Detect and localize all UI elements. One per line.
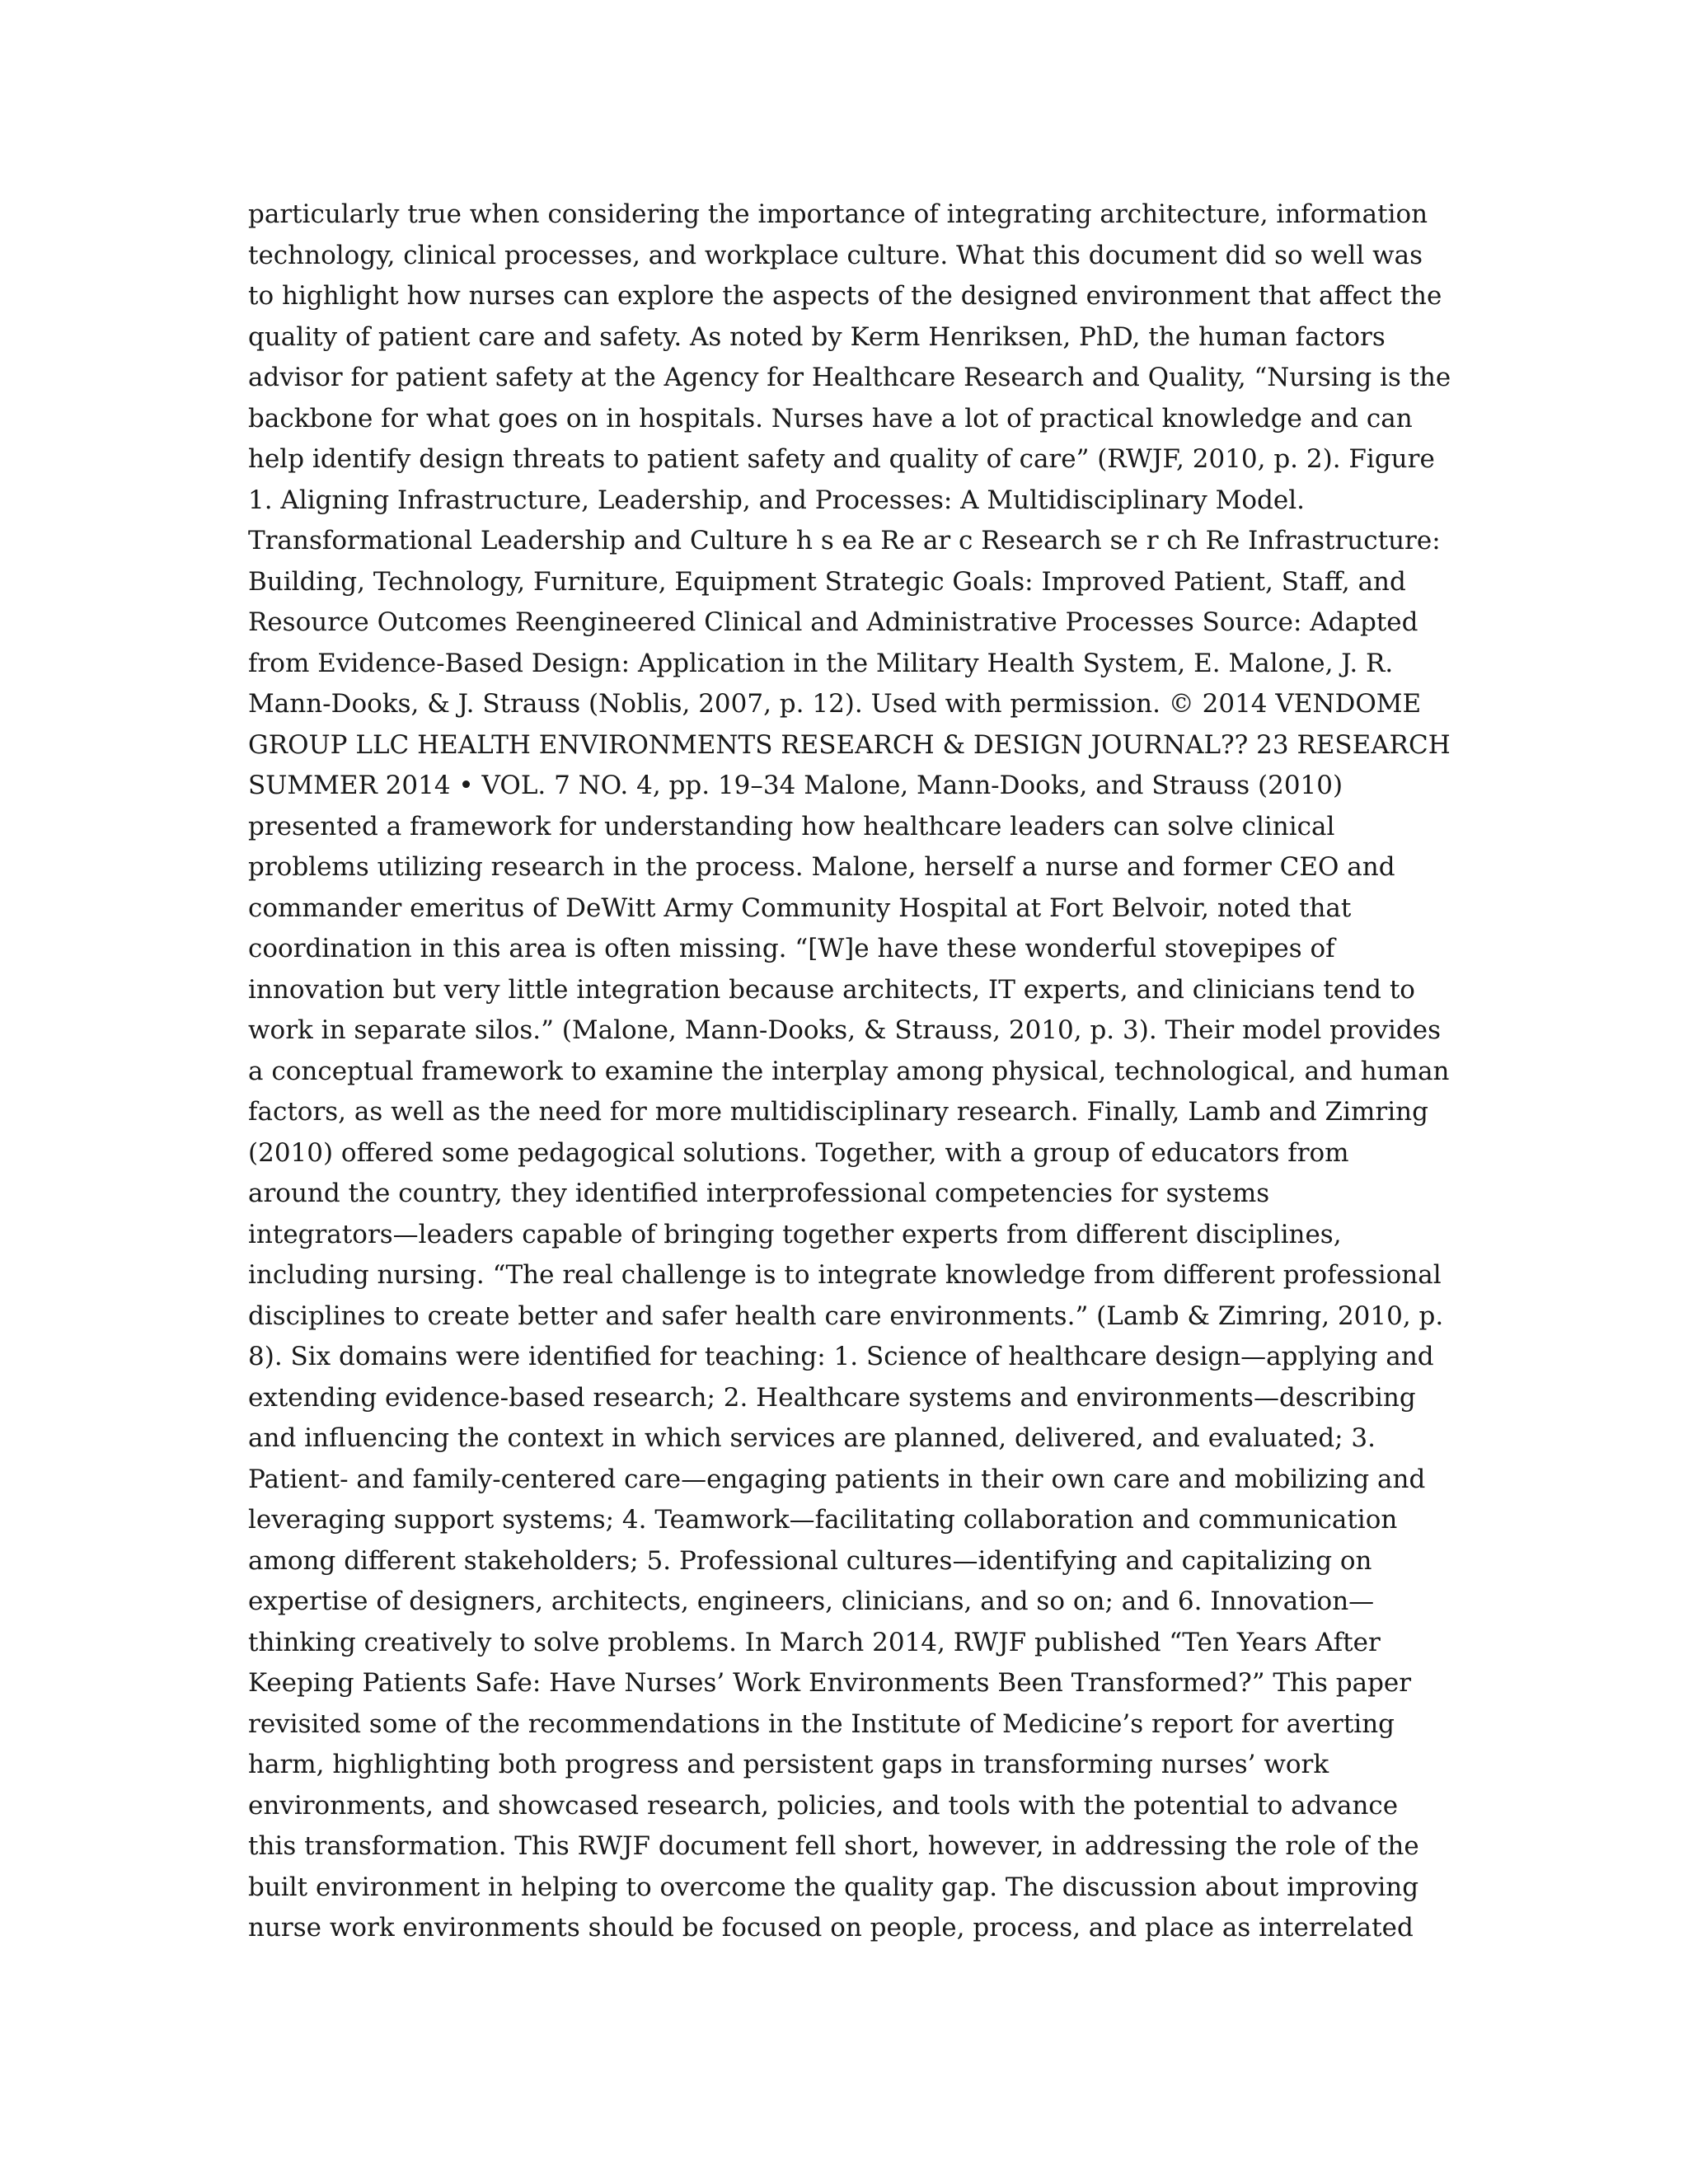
- text-line: including nursing. “The real challenge is to integrate knowledge from different professional: [248, 1260, 1442, 1290]
- text-line: nurse work environments should be focused on people, process, and place as interrelated: [248, 1913, 1414, 1943]
- text-line: technology, clinical processes, and workplace culture. What this document did so well was: [248, 240, 1423, 270]
- text-line: this transformation. This RWJF document fell short, however, in addressing the role of the: [248, 1831, 1419, 1861]
- text-line: presented a framework for understanding how healthcare leaders can solve clinical: [248, 811, 1335, 841]
- text-line: from Evidence-Based Design: Application in the Military Health System, E. Malone, J. R.: [248, 648, 1394, 678]
- text-line: (2010) offered some pedagogical solutions. Together, with a group of educators from: [248, 1137, 1349, 1168]
- text-line: and influencing the context in which services are planned, delivered, and evaluated; 3.: [248, 1423, 1376, 1453]
- text-line: revisited some of the recommendations in the Institute of Medicine’s report for averting: [248, 1708, 1395, 1739]
- text-line: factors, as well as the need for more multidisciplinary research. Finally, Lamb and Zimring: [248, 1097, 1428, 1127]
- text-line: problems utilizing research in the process. Malone, herself a nurse and former CEO and: [248, 852, 1395, 882]
- text-line: Patient- and family-centered care—engaging patients in their own care and mobilizing and: [248, 1464, 1426, 1494]
- text-line: work in separate silos.” (Malone, Mann-Dooks, & Strauss, 2010, p. 3). Their model provides: [248, 1015, 1441, 1045]
- text-line: among different stakeholders; 5. Professional cultures—identifying and capitalizing on: [248, 1545, 1372, 1576]
- text-line: environments, and showcased research, policies, and tools with the potential to advance: [248, 1790, 1399, 1821]
- text-line: around the country, they identified interprofessional competencies for systems: [248, 1179, 1270, 1208]
- text-line: integrators—leaders capable of bringing together experts from different disciplines,: [248, 1219, 1342, 1249]
- text-line: a conceptual framework to examine the interplay among physical, technological, and human: [248, 1056, 1450, 1086]
- text-line: harm, highlighting both progress and persistent gaps in transforming nurses’ work: [248, 1750, 1329, 1779]
- text-line: disciplines to create better and safer health care environments.” (Lamb & Zimring, 2010, p.: [248, 1301, 1444, 1331]
- text-line: help identify design threats to patient safety and quality of care” (RWJF, 2010, p. 2). Figure: [248, 444, 1435, 474]
- text-line: extending evidence-based research; 2. Healthcare systems and environments—describing: [248, 1382, 1416, 1413]
- text-line: SUMMER 2014 • VOL. 7 NO. 4, pp. 19–34 Malone, Mann-Dooks, and Strauss (2010): [248, 771, 1343, 800]
- text-line: 8). Six domains were identified for teaching: 1. Science of healthcare design—applying and: [248, 1342, 1434, 1371]
- text-line: quality of patient care and safety. As noted by Kerm Henriksen, PhD, the human factors: [248, 321, 1386, 352]
- text-line: 1. Aligning Infrastructure, Leadership, and Processes: A Multidisciplinary Model.: [248, 485, 1306, 515]
- text-line: expertise of designers, architects, engineers, clinicians, and so on; and 6. Innovation—: [248, 1586, 1375, 1616]
- text-line: coordination in this area is often missing. “[W]e have these wonderful stovepipes of: [248, 934, 1335, 963]
- text-line: GROUP LLC HEALTH ENVIRONMENTS RESEARCH & DESIGN JOURNAL?? 23 RESEARCH: [248, 729, 1451, 760]
- text-line: Resource Outcomes Reengineered Clinical and Administrative Processes Source: Adapted: [248, 607, 1418, 637]
- text-line: Transformational Leadership and Culture h s ea Re ar c Research se r ch Re Infrastructure:: [248, 526, 1441, 555]
- text-line: built environment in helping to overcome the quality gap. The discussion about improving: [248, 1872, 1419, 1902]
- body-text: [248, 194, 1451, 1949]
- text-line: backbone for what goes on in hospitals. Nurses have a lot of practical knowledge and can: [248, 403, 1413, 434]
- text-line: particularly true when considering the importance of integrating architecture, information: [248, 199, 1428, 229]
- text-line: to highlight how nurses can explore the aspects of the designed environment that affect the: [248, 281, 1442, 311]
- text-line: leveraging support systems; 4. Teamwork—facilitating collaboration and communication: [248, 1505, 1398, 1535]
- text-line: Building, Technology, Furniture, Equipment Strategic Goals: Improved Patient, Staff, and: [248, 566, 1406, 597]
- text-line: advisor for patient safety at the Agency for Healthcare Research and Quality, “Nursing is the: [248, 363, 1451, 392]
- text-line: commander emeritus of DeWitt Army Community Hospital at Fort Belvoir, noted that: [248, 893, 1352, 923]
- text-line: thinking creatively to solve problems. In March 2014, RWJF published “Ten Years After: [248, 1627, 1381, 1657]
- text-line: Mann-Dooks, & J. Strauss (Noblis, 2007, p. 12). Used with permission. © 2014 VENDOME: [248, 689, 1422, 719]
- text-line: Keeping Patients Safe: Have Nurses’ Work Environments Been Transformed?” This paper: [248, 1668, 1412, 1698]
- text-line: innovation but very little integration because architects, IT experts, and clinicians tend to: [248, 974, 1415, 1005]
